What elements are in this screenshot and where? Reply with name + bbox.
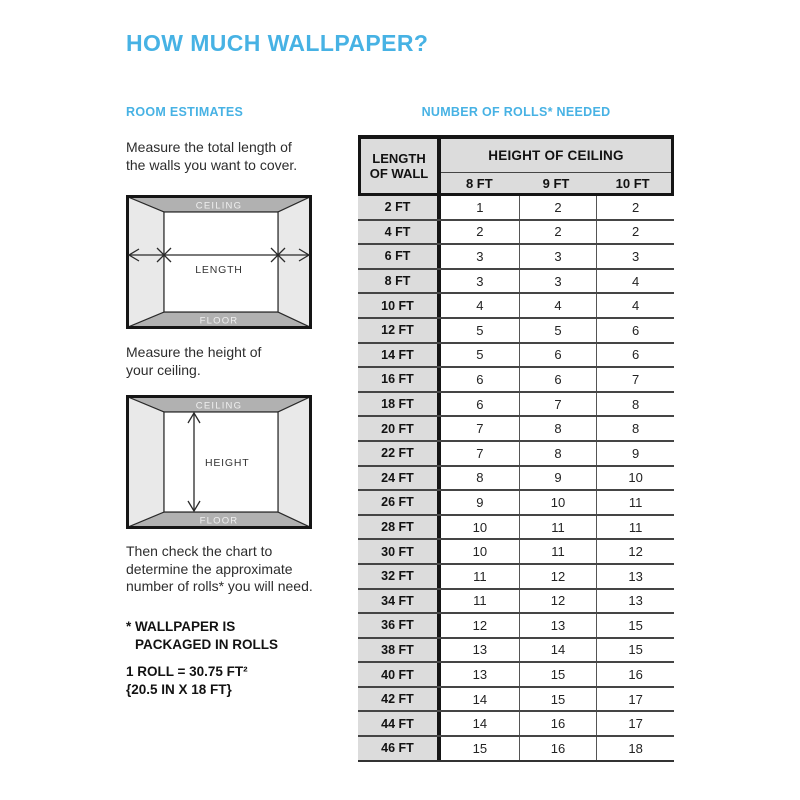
row-label: 46 FT bbox=[358, 737, 441, 760]
step1-line1: Measure the total length of bbox=[126, 139, 292, 155]
ceiling-label: CEILING bbox=[195, 400, 243, 412]
value-cell: 12 bbox=[596, 540, 674, 563]
row-label: 42 FT bbox=[358, 688, 441, 711]
row-label: 12 FT bbox=[358, 319, 441, 342]
row-label: 44 FT bbox=[358, 712, 441, 735]
roll-size-note bbox=[126, 663, 248, 698]
row-label: 20 FT bbox=[358, 417, 441, 440]
right-wall-panel bbox=[278, 397, 310, 527]
value-cell: 9 bbox=[441, 491, 519, 514]
value-cell: 2 bbox=[519, 221, 597, 244]
value-cell: 14 bbox=[519, 639, 597, 662]
row-label: 22 FT bbox=[358, 442, 441, 465]
table-row bbox=[358, 294, 674, 319]
table-header bbox=[358, 135, 674, 196]
value-cell: 3 bbox=[519, 245, 597, 268]
value-cell: 11 bbox=[441, 590, 519, 613]
room-estimates-heading: ROOM ESTIMATES bbox=[126, 105, 244, 119]
page-title: HOW MUCH WALLPAPER? bbox=[126, 30, 429, 56]
column-header-block bbox=[441, 139, 671, 193]
value-cell: 5 bbox=[441, 319, 519, 342]
value-cell: 16 bbox=[519, 737, 597, 760]
rolls-table-body bbox=[358, 196, 674, 762]
table-row bbox=[358, 417, 674, 442]
step3-text bbox=[126, 543, 313, 596]
value-cell: 15 bbox=[596, 614, 674, 637]
table-row bbox=[358, 467, 674, 492]
value-cell: 16 bbox=[596, 663, 674, 686]
value-cell: 3 bbox=[441, 245, 519, 268]
value-cell: 3 bbox=[519, 270, 597, 293]
value-cell: 10 bbox=[596, 467, 674, 490]
value-cell: 13 bbox=[596, 590, 674, 613]
table-row bbox=[358, 663, 674, 688]
step3-line2: determine the approximate bbox=[126, 560, 293, 577]
ceiling-label: CEILING bbox=[195, 200, 243, 212]
table-row bbox=[358, 344, 674, 369]
value-cell: 7 bbox=[596, 368, 674, 391]
value-cell: 11 bbox=[441, 565, 519, 588]
value-cell: 6 bbox=[519, 344, 597, 367]
table-row bbox=[358, 737, 674, 762]
table-row bbox=[358, 614, 674, 639]
column-header-8ft: 8 FT bbox=[465, 175, 493, 191]
column-header-10ft: 10 FT bbox=[615, 175, 650, 191]
row-label: 32 FT bbox=[358, 565, 441, 588]
value-cell: 9 bbox=[596, 442, 674, 465]
step2-line2: your ceiling. bbox=[126, 361, 201, 378]
table-row bbox=[358, 245, 674, 270]
value-cell: 12 bbox=[519, 590, 597, 613]
step1-text bbox=[126, 139, 297, 174]
step3-line3: number of rolls* you will need. bbox=[126, 578, 313, 594]
value-cell: 9 bbox=[519, 467, 597, 490]
table-row bbox=[358, 221, 674, 246]
step2-line1: Measure the height of bbox=[126, 344, 262, 360]
room-length-diagram bbox=[126, 195, 312, 329]
note-line1: * WALLPAPER IS bbox=[126, 619, 236, 634]
value-cell: 1 bbox=[441, 196, 519, 219]
floor-label: FLOOR bbox=[199, 315, 239, 327]
rolls-table-heading: NUMBER OF ROLLS* NEEDED bbox=[421, 105, 611, 119]
value-cell: 2 bbox=[596, 196, 674, 219]
roll-line1: 1 ROLL = 30.75 FT² bbox=[126, 664, 248, 679]
value-cell: 3 bbox=[596, 245, 674, 268]
table-row bbox=[358, 393, 674, 418]
table-row bbox=[358, 565, 674, 590]
value-cell: 10 bbox=[441, 540, 519, 563]
roll-line2: {20.5 IN X 18 FT} bbox=[126, 681, 232, 697]
value-cell: 14 bbox=[441, 688, 519, 711]
table-row bbox=[358, 442, 674, 467]
row-label: 4 FT bbox=[358, 221, 441, 244]
value-cell: 11 bbox=[596, 516, 674, 539]
floor-label: FLOOR bbox=[199, 515, 239, 527]
row-label: 26 FT bbox=[358, 491, 441, 514]
value-cell: 15 bbox=[441, 737, 519, 760]
room-height-diagram bbox=[126, 395, 312, 529]
table-row bbox=[358, 590, 674, 615]
row-label: 16 FT bbox=[358, 368, 441, 391]
value-cell: 6 bbox=[596, 319, 674, 342]
rolls-packaging-note bbox=[126, 618, 278, 653]
value-cell: 14 bbox=[441, 712, 519, 735]
row-label: 2 FT bbox=[358, 196, 441, 219]
value-cell: 15 bbox=[596, 639, 674, 662]
value-cell: 18 bbox=[596, 737, 674, 760]
column-group-header: HEIGHT OF CEILING bbox=[488, 148, 624, 163]
value-cell: 2 bbox=[441, 221, 519, 244]
row-header-line1: LENGTH bbox=[372, 150, 426, 166]
table-row bbox=[358, 712, 674, 737]
row-label: 28 FT bbox=[358, 516, 441, 539]
table-row bbox=[358, 639, 674, 664]
row-label: 34 FT bbox=[358, 590, 441, 613]
row-label: 6 FT bbox=[358, 245, 441, 268]
table-row bbox=[358, 491, 674, 516]
row-label: 10 FT bbox=[358, 294, 441, 317]
value-cell: 4 bbox=[596, 294, 674, 317]
length-label: LENGTH bbox=[195, 264, 243, 276]
value-cell: 13 bbox=[441, 639, 519, 662]
value-cell: 3 bbox=[441, 270, 519, 293]
value-cell: 4 bbox=[519, 294, 597, 317]
table-row bbox=[358, 196, 674, 221]
value-cell: 4 bbox=[441, 294, 519, 317]
value-cell: 7 bbox=[441, 442, 519, 465]
table-row bbox=[358, 270, 674, 295]
value-cell: 8 bbox=[441, 467, 519, 490]
value-cell: 13 bbox=[519, 614, 597, 637]
left-wall-panel bbox=[128, 397, 164, 527]
value-cell: 6 bbox=[441, 393, 519, 416]
rolls-needed-table bbox=[358, 135, 674, 762]
table-row bbox=[358, 368, 674, 393]
row-header-line2: OF WALL bbox=[369, 166, 429, 181]
value-cell: 7 bbox=[519, 393, 597, 416]
row-label: 24 FT bbox=[358, 467, 441, 490]
column-header-9ft: 9 FT bbox=[542, 175, 570, 191]
value-cell: 17 bbox=[596, 688, 674, 711]
value-cell: 8 bbox=[519, 417, 597, 440]
value-cell: 10 bbox=[441, 516, 519, 539]
column-subheaders bbox=[441, 172, 671, 193]
value-cell: 6 bbox=[519, 368, 597, 391]
table-row bbox=[358, 540, 674, 565]
value-cell: 11 bbox=[519, 516, 597, 539]
back-wall-panel bbox=[164, 212, 278, 312]
value-cell: 7 bbox=[441, 417, 519, 440]
table-row bbox=[358, 516, 674, 541]
value-cell: 16 bbox=[519, 712, 597, 735]
right-wall-panel bbox=[278, 197, 310, 327]
value-cell: 8 bbox=[596, 417, 674, 440]
step1-line2: the walls you want to cover. bbox=[126, 156, 298, 173]
value-cell: 15 bbox=[519, 688, 597, 711]
row-label: 36 FT bbox=[358, 614, 441, 637]
row-label: 8 FT bbox=[358, 270, 441, 293]
value-cell: 12 bbox=[519, 565, 597, 588]
value-cell: 11 bbox=[596, 491, 674, 514]
value-cell: 11 bbox=[519, 540, 597, 563]
row-header-cell bbox=[361, 139, 441, 193]
left-wall-panel bbox=[128, 197, 164, 327]
value-cell: 10 bbox=[519, 491, 597, 514]
value-cell: 8 bbox=[519, 442, 597, 465]
value-cell: 6 bbox=[596, 344, 674, 367]
row-label: 14 FT bbox=[358, 344, 441, 367]
row-label: 40 FT bbox=[358, 663, 441, 686]
value-cell: 13 bbox=[441, 663, 519, 686]
value-cell: 17 bbox=[596, 712, 674, 735]
value-cell: 13 bbox=[596, 565, 674, 588]
value-cell: 5 bbox=[519, 319, 597, 342]
value-cell: 15 bbox=[519, 663, 597, 686]
note-line2: PACKAGED IN ROLLS bbox=[135, 636, 279, 652]
value-cell: 2 bbox=[596, 221, 674, 244]
height-label: HEIGHT bbox=[205, 457, 250, 469]
table-row bbox=[358, 688, 674, 713]
value-cell: 2 bbox=[519, 196, 597, 219]
row-label: 30 FT bbox=[358, 540, 441, 563]
row-label: 18 FT bbox=[358, 393, 441, 416]
table-row bbox=[358, 319, 674, 344]
step2-text bbox=[126, 344, 261, 379]
value-cell: 8 bbox=[596, 393, 674, 416]
row-label: 38 FT bbox=[358, 639, 441, 662]
value-cell: 5 bbox=[441, 344, 519, 367]
value-cell: 4 bbox=[596, 270, 674, 293]
value-cell: 12 bbox=[441, 614, 519, 637]
value-cell: 6 bbox=[441, 368, 519, 391]
step3-line1: Then check the chart to bbox=[126, 543, 273, 559]
